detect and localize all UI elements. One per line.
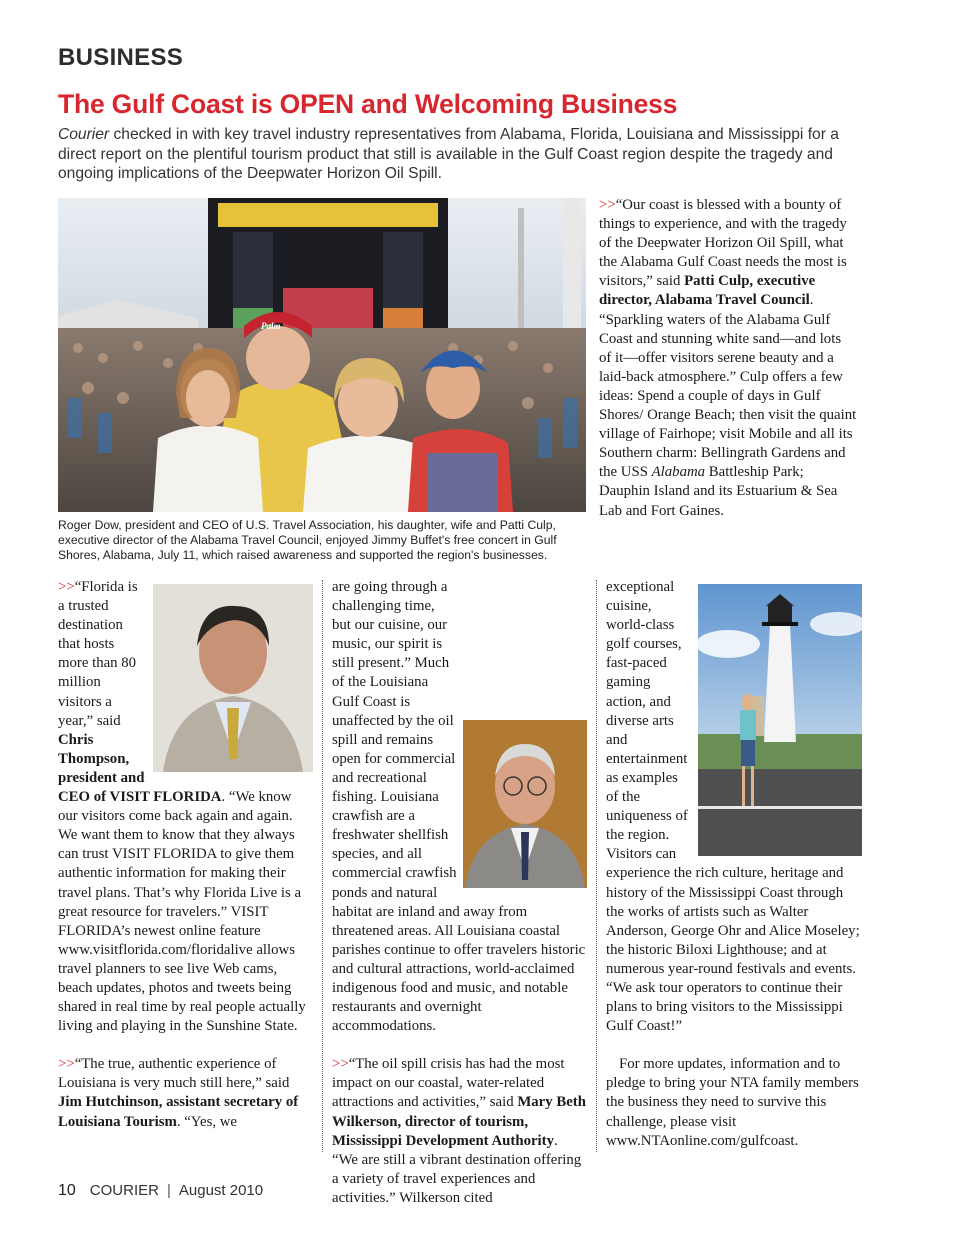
alabama-block bbox=[599, 196, 857, 521]
mississippi-speaker: Mary Beth Wilkerson, director of tourism, Mississippi Development Authority bbox=[332, 1094, 586, 1149]
chris-thompson-photo bbox=[153, 584, 313, 772]
lighthouse-photo bbox=[698, 584, 862, 856]
marker: >> bbox=[58, 579, 75, 595]
alabama-italic: Alabama bbox=[651, 464, 706, 481]
mississippi-paragraph bbox=[332, 1055, 587, 1208]
lighthouse-drawing bbox=[698, 584, 862, 856]
florida-text-2: . “We know our visitors come back again and again. We want them to know that they always can trust VISIT FLORIDA to give them authentic information for making their travel plans. That’s why Florida Live is a great resource for travelers.” VISIT FLORIDA’s newest online feature www.visitflorida.com/floridalive allows travel planners to see live Web cams, beach updates, photos and tweets being shared in real time by real people actually living and playing in the Sunshine State. bbox=[58, 789, 306, 1035]
column-2 bbox=[332, 578, 587, 1208]
deck-text: checked in with key travel industry representatives from Alabama, Florida, Louisiana and Mississippi for a direct report on the plentiful tourism product that still is available in the Gulf Coast region despite the tragedy and ongoing implications of the Deepwater Horizon Oil Spill. bbox=[58, 126, 839, 182]
alabama-speaker: Patti Culp, executive director, Alabama Travel Council bbox=[599, 273, 816, 309]
jim-hutchinson-photo bbox=[463, 720, 587, 888]
alabama-paragraph bbox=[599, 196, 857, 521]
alabama-text-1: “Our coast is blessed with a bounty of things to experience, and with the tragedy of the Deepwater Horizon Oil Spill, what the Alabama Gulf Coast needs the most is visitors,” said bbox=[599, 197, 847, 290]
portrait-drawing bbox=[463, 720, 587, 888]
column-rule bbox=[596, 580, 597, 1152]
publication-name: COURIER bbox=[89, 1182, 159, 1199]
mississippi-text-1: “The oil spill crisis has had the most impact on our coastal, water-related attractions and activities,” said bbox=[332, 1056, 565, 1111]
issue-date: August 2010 bbox=[178, 1182, 264, 1199]
marker: >> bbox=[599, 197, 616, 213]
headline: The Gulf Coast is OPEN and Welcoming Business bbox=[58, 89, 678, 119]
hero-photo bbox=[58, 198, 586, 512]
portrait-drawing bbox=[153, 584, 313, 772]
hero-photo-drawing bbox=[58, 198, 586, 512]
deck bbox=[58, 125, 868, 184]
column-3 bbox=[606, 578, 862, 1151]
florida-speaker: Chris Thompson, president and CEO of VISIT FLORIDA bbox=[58, 731, 222, 806]
mississippi-text-2: . “We are still a vibrant destination offering a variety of travel experiences and activities.” Wilkerson cited bbox=[332, 1132, 582, 1206]
louisiana-paragraph bbox=[58, 1055, 313, 1131]
footer-separator: | bbox=[166, 1182, 171, 1199]
louisiana-text-1: “The true, authentic experience of Louisiana is very much still here,” said bbox=[58, 1056, 290, 1092]
page-footer bbox=[58, 1182, 263, 1200]
alabama-text-3: Battleship Park; Dauphin Island and its Estuarium & Sea Lab and Fort Gaines. bbox=[599, 464, 838, 519]
marker: >> bbox=[332, 1056, 349, 1073]
louisiana-speaker: Jim Hutchinson, assistant secretary of Louisiana Tourism bbox=[58, 1094, 299, 1130]
deck-italic: Courier bbox=[58, 126, 110, 143]
photo-caption: Roger Dow, president and CEO of U.S. Travel Association, his daughter, wife and Patti Culp, executive director of the Alabama Travel Council, enjoyed Jimmy Buffet's free concert in Gulf Shores, Alabama, July 11, which raised awareness and supported the region's businesses. bbox=[58, 518, 557, 562]
marker: >> bbox=[58, 1056, 75, 1073]
column-1 bbox=[58, 578, 313, 1132]
column-rule bbox=[322, 580, 323, 1152]
cap-logo-text: Palm bbox=[261, 321, 281, 331]
florida-text-1: “Florida is a trusted destination that hosts more than 80 million visitors a year,” said bbox=[58, 579, 138, 729]
louisiana-continued: are going through a challenging time, but our cuisine, our music, our spirit is still present.” Much of the Louisiana Gulf Coast is unaffected by the oil spill and remains open for commercial and recreational fishing. Louisiana crawfish are a freshwater shellfish species, and all commercial crawfish ponds and natural habitat are inland and away from threatened areas. All Louisiana coastal parishes continue to offer travelers historic and cultural attractions, world-acclaimed indigenous food and music, and notable restaurants and overnight accommodations. bbox=[332, 579, 586, 1035]
page-number: 10 bbox=[58, 1182, 76, 1199]
section-label: BUSINESS bbox=[58, 44, 184, 71]
louisiana-text-2: . “Yes, we bbox=[176, 1113, 237, 1130]
closing-paragraph: For more updates, information and to pledge to bring your NTA family members the business they need to survive this challenge, please visit www.NTAonline.com/gulfcoast. bbox=[606, 1056, 859, 1149]
mississippi-continued: exceptional cuisine, world-class golf courses, fast-paced gaming action, and diverse arts and entertainment as examples of the uniqueness of the region. Visitors can experience the rich culture, heritage and history of the Mississippi Coast through the works of artists such as Walter Anderson, George Ohr and Alice Moseley; the historic Biloxi Lighthouse; and at numerous year-round festivals and events. “We ask tour operators to continue their plans to bring visitors to the Mississippi Gulf Coast!” bbox=[606, 579, 860, 1035]
alabama-text-2: . “Sparkling waters of the Alabama Gulf Coast and stunning white sand—and lots of it—offer visitors serene beauty and a laid-back atmosphere.” Culp offers a few ideas: Spend a couple of days in Gulf Shores/ Orange Beach; then visit the quaint village of Fairhope; visit Mobile and all its Southern charm: Bellingrath Gardens and the USS bbox=[599, 292, 857, 481]
